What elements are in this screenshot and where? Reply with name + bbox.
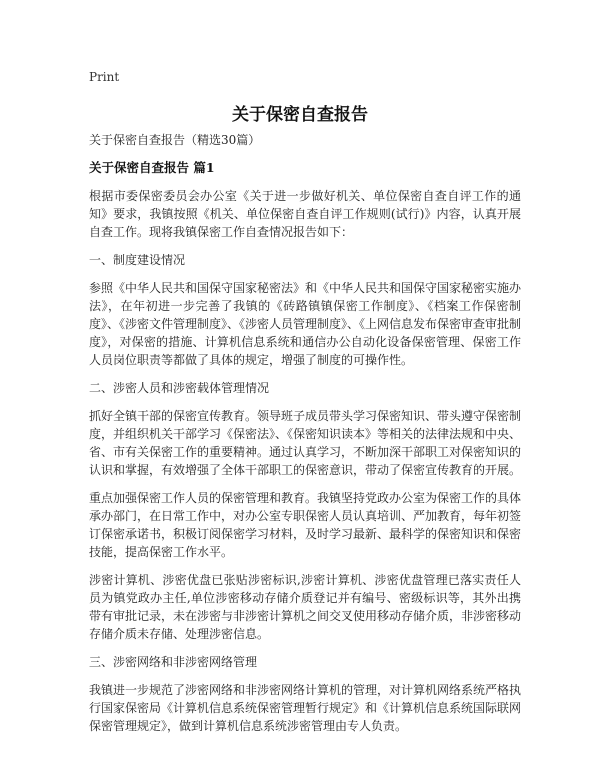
- intro-paragraph: 根据市委保密委员会办公室《关于进一步做好机关、单位保密自查自评工作的通知》要求，我镇按照《机关、单位保密自查自评工作规则(试行)》内容，认真开展自查工作。现将我镇保密工作自查情况报告如下：: [89, 189, 521, 239]
- document-title: 关于保密自查报告: [232, 105, 368, 125]
- paragraph-publicity-education: 抓好全镇干部的保密宣传教育。领导班子成员带头学习保密知识、带头遵守保密制度，并组织机关干部学习《保密法》、《保密知识读本》等相关的法律法规和中央、省、市有关保密工作的重要精神。通过认真学习，不断加深干部职工对保密知识的认识和掌握，有效增强了全体干部职工的保密意识，带动了保密宣传教育的开展。: [89, 409, 522, 477]
- paragraph-network-management: 我镇进一步规范了涉密网络和非涉密网络计算机的管理，对计算机网络系统严格执行国家保密局《计算机信息系统保密管理暂行规定》和《计算机信息系统国际联网保密管理规定》，做到计算机信息系统涉密管理由专人负责。: [89, 683, 522, 733]
- document-body: [89, 131, 521, 745]
- paragraph-staff-management: 重点加强保密工作人员的保密管理和教育。我镇坚持党政办公室为保密工作的具体承办部门，在日常工作中，对办公室专职保密人员认真培训、严加教育，每年初签订保密承诺书，积极订阅保密学习材料，及时学习最新、最科学的保密知识和保密技能，提高保密工作水平。: [89, 491, 522, 559]
- paragraph-computer-media: 涉密计算机、涉密优盘已张贴涉密标识,涉密计算机、涉密优盘管理已落实责任人员为镇党政办主任,单位涉密移动存储介质登记并有编号、密级标识等，其外出携带有审批记录，未在涉密与非涉密计算机之间交叉使用移动存储介质，非涉密移动存储介质未存储、处理涉密信息。: [89, 573, 522, 641]
- section-title: 关于保密自查报告 篇1: [89, 160, 215, 175]
- print-label: Print: [89, 70, 120, 84]
- document-subtitle: 关于保密自查报告（精选30篇）: [89, 133, 261, 147]
- heading-personnel-carriers: 二、涉密人员和涉密载体管理情况: [89, 381, 270, 395]
- heading-system-building: 一、制度建设情况: [89, 253, 186, 267]
- heading-network-management: 三、涉密网络和非涉密网络管理: [89, 655, 258, 669]
- paragraph-system-building: 参照《中华人民共和国保守国家秘密法》和《中华人民共和国保守国家秘密实施办法》，在年初进一步完善了我镇的《砖路镇镇保密工作制度》、《档案工作保密制度》、《涉密文件管理制度》、《涉密人员管理制度》、《上网信息发布保密审查审批制度》，对保密的措施、计算机信息系统和通信办公自动化设备保密管理、保密工作人员岗位职责等都做了具体的规定，增强了制度的可操作性。: [89, 281, 522, 367]
